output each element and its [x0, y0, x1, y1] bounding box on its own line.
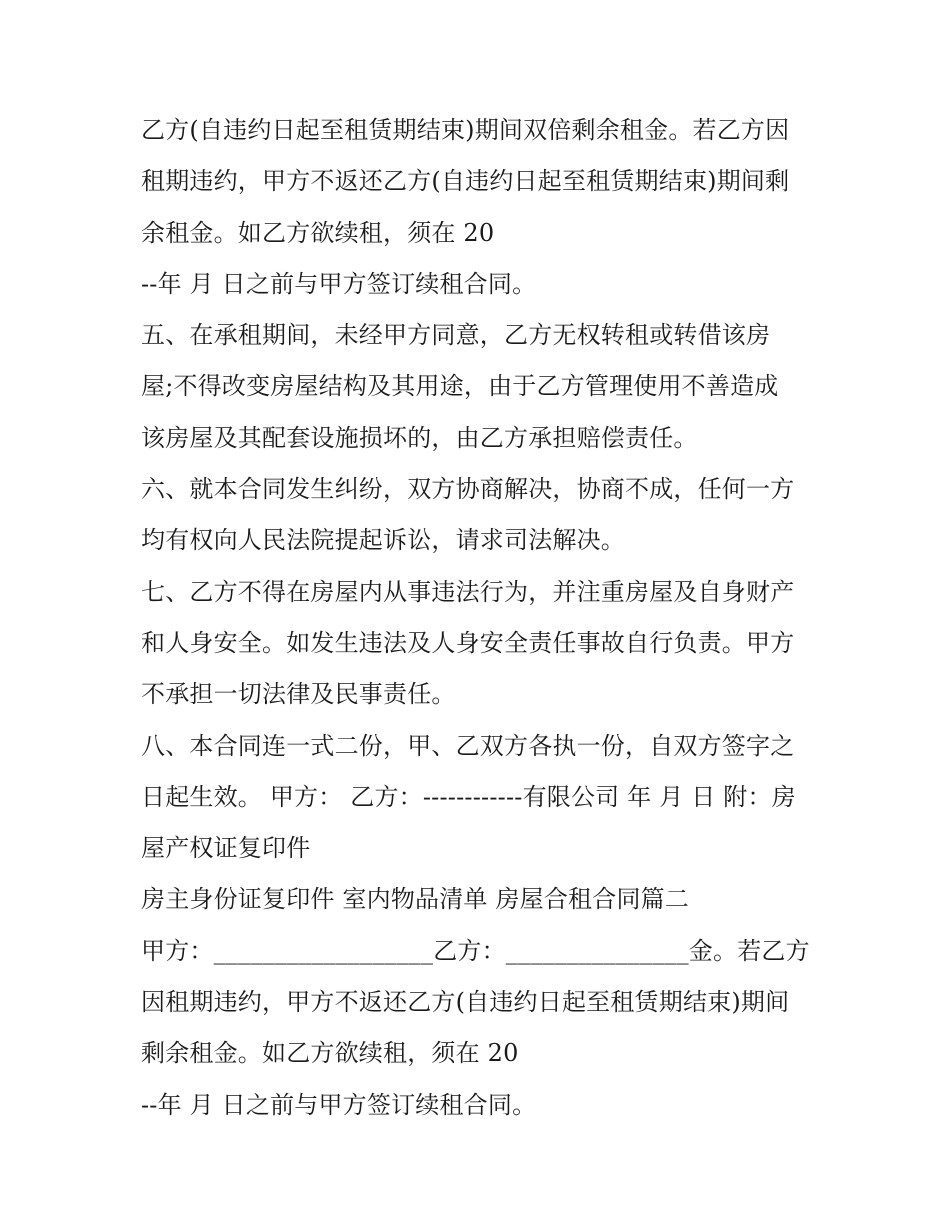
text-line: 该房屋及其配套设施损坏的，由乙方承担赔偿责任。	[141, 423, 698, 452]
clause-six-line: 六、就本合同发生纠纷，双方协商解决，协商不成，任何一方	[141, 475, 795, 504]
clause-five-line: 五、在承租期间，未经甲方同意，乙方无权转租或转借该房	[141, 321, 771, 350]
text-line: --年 月 日之前与甲方签订续租合同。	[141, 269, 537, 298]
party-blank-line: 甲方：__________________乙方：_______________金。若乙方	[141, 936, 810, 965]
text-line: 均有权向人民法院提起诉讼，请求司法解决。	[141, 526, 625, 555]
clause-seven-line: 七、乙方不得在房屋内从事违法行为，并注重房屋及自身财产	[141, 577, 795, 606]
clause-eight-line: 八、本合同连一式二份，甲、乙双方各执一份，自双方签字之	[141, 731, 795, 760]
section-heading-line: 房主身份证复印件 室内物品清单 房屋合租合同篇二	[141, 885, 690, 914]
contract-body-text	[141, 108, 821, 1134]
text-line: 屋产权证复印件	[141, 834, 311, 863]
text-line: 余租金。如乙方欲续租，须在 20	[141, 218, 495, 247]
text-line: 因租期违约，甲方不返还乙方(自违约日起至租赁期结束)期间	[141, 988, 790, 1017]
text-line: 租期违约，甲方不返还乙方(自违约日起至租赁期结束)期间剩	[141, 167, 790, 196]
text-line: 乙方(自违约日起至租赁期结束)期间双倍剩余租金。若乙方因	[141, 116, 790, 144]
text-line: --年 月 日之前与甲方签订续租合同。	[141, 1090, 537, 1119]
text-line: 不承担一切法律及民事责任。	[141, 680, 456, 709]
text-line: 屋;不得改变房屋结构及其用途，由于乙方管理使用不善造成	[141, 372, 779, 401]
signature-line: 日起生效。 甲方： 乙方：------------有限公司 年 月 日 附：房	[141, 782, 796, 811]
text-line: 和人身安全。如发生违法及人身安全责任事故自行负责。甲方	[141, 628, 795, 657]
text-line: 剩余租金。如乙方欲续租，须在 20	[141, 1039, 519, 1068]
